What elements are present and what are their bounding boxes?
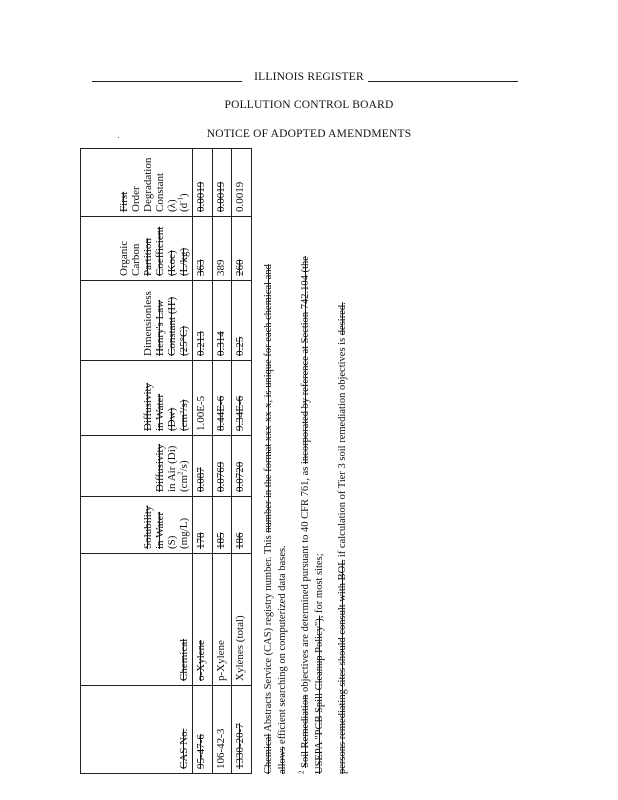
cell-value: 1330-20-7 [234, 723, 247, 769]
table-row [193, 149, 213, 774]
text-run: Carbon [130, 243, 143, 276]
text-run: ) [166, 250, 179, 254]
table-cell [193, 554, 213, 686]
table-cell [212, 149, 232, 217]
text-run: (λ) [166, 199, 179, 212]
text-run: CAS No. [178, 728, 191, 769]
cell-value: 0.0720 [234, 461, 247, 492]
footnote [336, 149, 350, 774]
text-run: (cm [178, 474, 191, 492]
cell-value: 0.0019 [234, 181, 247, 212]
table-cell [212, 554, 232, 686]
footnote [299, 149, 327, 774]
text-run: allows [277, 746, 288, 774]
column-header [81, 361, 193, 436]
text-run: (S) [166, 535, 179, 549]
table-cell [193, 436, 213, 497]
text-run: Organic [118, 240, 131, 276]
table-cell [232, 686, 252, 774]
text-run: (mg/L) [178, 517, 191, 549]
text-run: Henry's Law [154, 299, 167, 356]
table-cell [193, 686, 213, 774]
footnotes [262, 149, 359, 774]
cell-value: 0.0019 [195, 181, 208, 212]
text-run: USEPA "PCB Spill Cleanup Policy"), [314, 615, 325, 774]
table-cell [232, 217, 252, 281]
cell-value: 260 [234, 259, 247, 276]
table-cell [193, 497, 213, 554]
cell-value: 95-47-6 [195, 734, 208, 769]
text-run: in Water [154, 511, 167, 549]
table-header-row [81, 149, 193, 774]
table-cell [232, 149, 252, 217]
cell-value: 106-42-3 [214, 728, 227, 769]
cell-value: 389 [214, 259, 227, 276]
text-run: if calculation of Tier 3 soil remediation objectives is [337, 335, 348, 560]
column-header [81, 686, 193, 774]
text-run: persons remediating sites should consult with BOL [337, 559, 348, 774]
table-cell [212, 686, 232, 774]
page-speck [118, 137, 119, 138]
header-rule-left [92, 81, 242, 82]
text-run: Chemical [178, 638, 191, 681]
text-run: Coefficient [154, 226, 167, 276]
text-run: number in the format xxx-xx-x, is unique for each chemical and [263, 264, 274, 533]
column-header [81, 217, 193, 281]
table-body [193, 149, 252, 774]
table-row [212, 149, 232, 774]
text-run: incorporated by reference at Section 742.104 (the [300, 256, 311, 464]
cell-value: 185 [214, 532, 227, 549]
text-run: in Air (Di) [166, 445, 179, 492]
cell-value: 1.00E-5 [195, 395, 208, 431]
text-run: Partition [142, 238, 155, 276]
text-run: Diffusivity [142, 382, 155, 431]
text-run: w [166, 411, 179, 420]
table-cell [193, 281, 213, 361]
column-header [81, 281, 193, 361]
table-cell [232, 554, 252, 686]
text-run: (25°C) [178, 325, 191, 356]
cell-value: 0.314 [214, 331, 227, 356]
text-run: First [118, 191, 131, 212]
text-run: (cm²/s) [178, 399, 191, 431]
column-header [81, 554, 193, 686]
text-run: Abstracts Service (CAS) registry number. This [263, 532, 274, 734]
text-run: for most sites; [314, 553, 325, 616]
cell-value: 0.0019 [214, 181, 227, 212]
text-run: Constant (H') [166, 296, 179, 356]
table-cell [212, 361, 232, 436]
cell-value: p-Xylene [214, 640, 227, 681]
table-cell [212, 281, 232, 361]
table-cell [193, 217, 213, 281]
text-run: /s) [178, 460, 191, 472]
rotated-content [80, 149, 350, 774]
column-header [81, 149, 193, 217]
cell-value: o-Xylene [195, 640, 208, 681]
cell-value: 8.44E-6 [214, 395, 227, 431]
cell-value: 9.34E-6 [234, 395, 247, 431]
table-cell [212, 217, 232, 281]
table-cell [212, 497, 232, 554]
text-run: oc [166, 254, 179, 265]
table-row [232, 149, 252, 774]
cell-value: 0.213 [195, 331, 208, 356]
text-run: objectives are determined pursuant to 40 CFR 761, as [300, 464, 311, 695]
board-title: POLLUTION CONTROL BOARD [224, 99, 394, 111]
cell-value: 0.25 [234, 336, 247, 356]
text-run: ) [166, 407, 179, 412]
column-header [81, 497, 193, 554]
cell-value: 0.0769 [214, 461, 227, 492]
chemical-properties-table [80, 148, 252, 774]
notice-title: NOTICE OF ADOPTED AMENDMENTS [206, 128, 412, 140]
table-cell [232, 281, 252, 361]
table-cell [212, 436, 232, 497]
table-cell [193, 361, 213, 436]
cell-value: 178 [195, 532, 208, 549]
text-run: ) [178, 193, 191, 197]
text-run: Solubility [142, 505, 155, 549]
cell-value: 186 [234, 532, 247, 549]
text-run: Soil Remediation [300, 694, 311, 768]
column-header [81, 436, 193, 497]
footnote [262, 149, 290, 774]
cell-value: 363 [195, 259, 208, 276]
text-run: efficient searching on computerized data bases. [277, 545, 288, 747]
text-run: Dimensionless [142, 291, 155, 356]
text-run: -1 [176, 196, 185, 203]
text-run: in Water [154, 393, 167, 431]
text-run: (D [166, 419, 179, 431]
text-run: 2 [176, 471, 185, 475]
text-run: Degradation [142, 157, 155, 212]
text-run: Diffusivity [154, 443, 167, 492]
text-run: Constant [154, 172, 167, 212]
register-title: ILLINOIS REGISTER [254, 71, 364, 83]
text-run: (L/kg) [178, 247, 191, 276]
cell-value: 0.087 [195, 467, 208, 492]
table-cell [232, 436, 252, 497]
header-rule-right [368, 81, 518, 82]
text-run: (K [166, 264, 179, 276]
text-run: 2 [297, 770, 306, 774]
text-run: Chemical [263, 733, 274, 774]
table-cell [232, 497, 252, 554]
text-run: Order [130, 186, 143, 212]
text-run: (d [178, 202, 191, 212]
text-run: desired. [337, 302, 348, 336]
table-cell [232, 361, 252, 436]
cell-value: Xylenes (total) [234, 615, 247, 681]
table-cell [193, 149, 213, 217]
